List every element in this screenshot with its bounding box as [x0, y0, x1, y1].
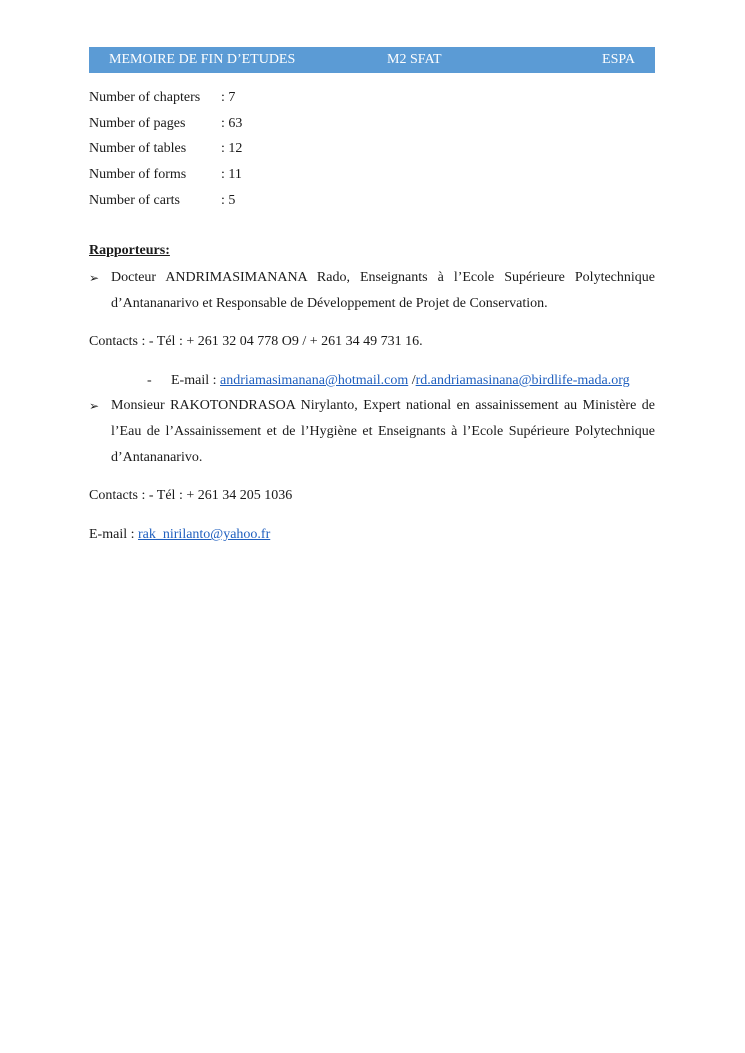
header-right-text: ESPA — [602, 52, 635, 67]
stat-value: : 5 — [221, 192, 236, 208]
stat-value: : 63 — [221, 115, 243, 131]
rapporteur-2-text: Monsieur RAKOTONDRASOA Nirylanto, Expert national en assainissement au Ministère de l’Eau de l’Assainissement et de l’Hygiène et Enseignants à l’Ecole Supérieure Polytechnique d’Antananarivo. — [111, 398, 655, 465]
rapporteur-2-bullet — [89, 393, 655, 471]
stat-value: : 7 — [221, 90, 236, 105]
rapporteurs-heading: Rapporteurs: — [89, 243, 170, 258]
stat-label: Number of chapters — [89, 90, 201, 105]
stat-label: Number of tables — [89, 141, 187, 157]
email-link-yahoo[interactable]: rak_nirilanto@yahoo.fr — [138, 527, 271, 542]
email-prefix: E-mail : — [171, 373, 220, 388]
rapporteur-1-email-line — [147, 371, 630, 391]
rapporteur-1-contacts: Contacts : - Tél : + 261 32 04 778 O9 / + 261 34 49 731 16. — [89, 334, 423, 349]
email-link-hotmail[interactable]: andriamasimanana@hotmail.com — [220, 373, 409, 388]
stat-value: : 12 — [221, 141, 243, 157]
page-header-band — [89, 47, 655, 73]
rapporteur-1-bullet — [89, 265, 655, 317]
stat-label: Number of carts — [89, 192, 180, 208]
header-middle-text: M2 SFAT — [387, 52, 442, 67]
arrow-bullet-icon: ➢ — [89, 399, 100, 413]
stat-label: Number of pages — [89, 115, 186, 131]
email-link-birdlife[interactable]: rd.andriamasinana@birdlife-mada.org — [415, 373, 630, 388]
email-prefix: E-mail : — [89, 527, 138, 542]
rapporteur-2-contacts: Contacts : - Tél : + 261 34 205 1036 — [89, 488, 293, 503]
rapporteur-2-email-line — [89, 525, 270, 545]
header-left-text: MEMOIRE DE FIN D’ETUDES — [109, 52, 296, 67]
arrow-bullet-icon: ➢ — [89, 271, 100, 285]
email-separator: / — [408, 373, 416, 388]
rapporteur-1-text: Docteur ANDRIMASIMANANA Rado, Enseignants à l’Ecole Supérieure Polytechnique d’Antananarivo et Responsable de Développement de Projet de Conservation. — [111, 270, 655, 311]
stat-label: Number of forms — [89, 167, 187, 183]
stat-value: : 11 — [221, 167, 242, 183]
dash-bullet: - — [147, 373, 152, 388]
